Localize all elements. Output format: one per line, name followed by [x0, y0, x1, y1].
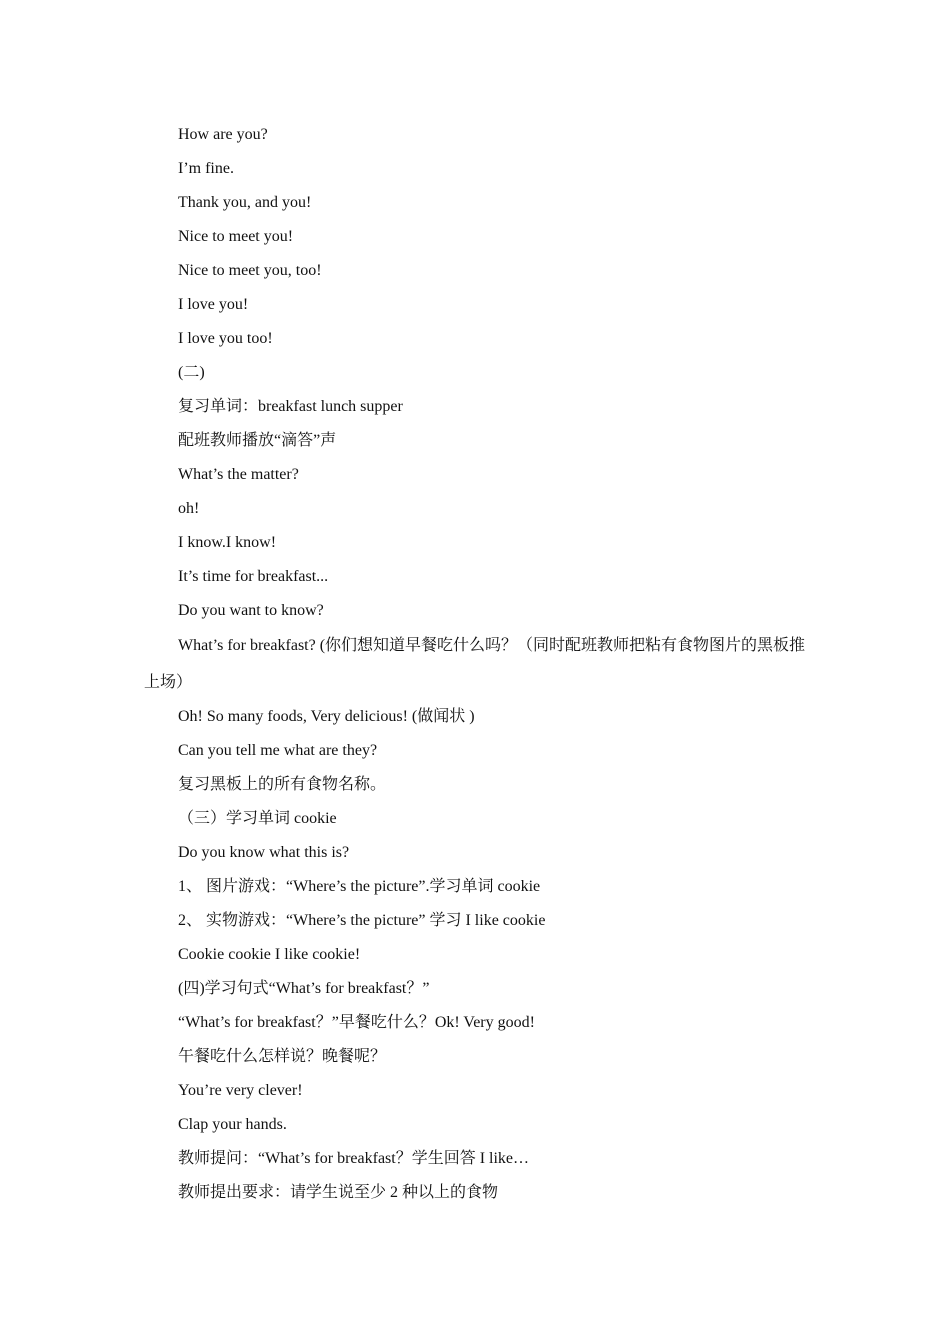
- text-line: 复习单词：breakfast lunch supper: [178, 398, 403, 415]
- text-line: 配班教师播放“滴答”声: [178, 432, 337, 449]
- text-line: Cookie cookie I like cookie!: [178, 946, 361, 963]
- text-line: 教师提出要求：请学生说至少 2 种以上的食物: [178, 1184, 499, 1201]
- text-line: Nice to meet you!: [178, 228, 294, 245]
- section-heading: (二): [178, 364, 205, 381]
- section-heading: （三）学习单词 cookie: [178, 810, 337, 827]
- wrapped-paragraph: What’s for breakfast? (你们想知道早餐吃什么吗？（同时配班教师把粘有食物图片的黑板推上场）: [144, 637, 806, 691]
- text-line: You’re very clever!: [178, 1082, 303, 1099]
- text-line: 教师提问：“What’s for breakfast？学生回答 I like…: [178, 1150, 530, 1167]
- text-line: Can you tell me what are they?: [178, 742, 378, 759]
- text-line: 复习黑板上的所有食物名称。: [178, 776, 387, 793]
- text-line: I know.I know!: [178, 534, 277, 551]
- text-line: oh!: [178, 500, 200, 517]
- text-line: I love you!: [178, 296, 249, 313]
- text-line: Thank you, and you!: [178, 194, 312, 211]
- text-line: Do you know what this is?: [178, 844, 350, 861]
- list-item: 2、 实物游戏：“Where’s the picture” 学习 I like cookie: [178, 912, 546, 929]
- text-line: Nice to meet you, too!: [178, 262, 322, 279]
- section-heading: (四)学习句式“What’s for breakfast？”: [178, 980, 430, 997]
- text-line: I love you too!: [178, 330, 273, 347]
- text-line: “What’s for breakfast？”早餐吃什么？Ok! Very good!: [178, 1014, 535, 1031]
- text-line: It’s time for breakfast...: [178, 568, 329, 585]
- text-line: 午餐吃什么怎样说？晚餐呢？: [178, 1048, 387, 1065]
- text-line: Clap your hands.: [178, 1116, 287, 1133]
- document-body: [144, 124, 816, 1216]
- text-line: How are you?: [178, 126, 268, 143]
- text-line: Oh! So many foods, Very delicious! (做闻状 ): [178, 708, 475, 725]
- text-line: I’m fine.: [178, 160, 234, 177]
- text-line: What’s the matter?: [178, 466, 299, 483]
- list-item: 1、 图片游戏：“Where’s the picture”.学习单词 cookie: [178, 878, 541, 895]
- text-line: Do you want to know?: [178, 602, 324, 619]
